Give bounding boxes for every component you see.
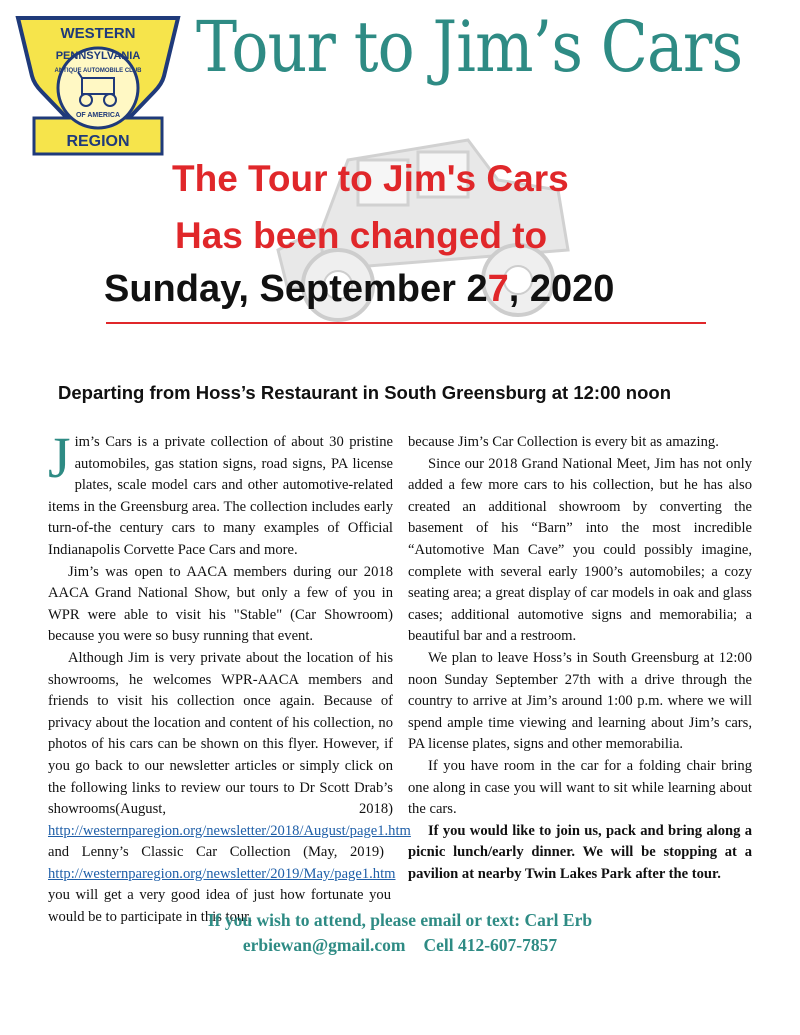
aaca-paragraph: Jim’s was open to AACA members during our 2018 AACA Grand National Show, but only a few of you in WPR were able to visit his "Stable" (Car Showroom) because you were so busy running that event.: [48, 563, 393, 645]
contact-phone: Cell 412-607-7857: [423, 935, 558, 955]
showroom-paragraph: Since our 2018 Grand National Meet, Jim has not only added a few more cars to his collection, but he has also created an additional showroom by converting the basement of his “Barn” into the most incredible “Automotive Man Cave” you could possibly imagine, complete with several early 1900’s automobiles; a cozy seating area; a great display of car models in oak and glass cases; additional automotive signs and memorabilia; a beautiful bar and a restroom.: [408, 455, 752, 645]
intro-paragraph: [48, 425, 393, 562]
date-prefix: Sunday, September 2: [104, 268, 488, 310]
newsletter-2019-link[interactable]: http://westernparegion.org/newsletter/2019/May/page1.htm: [48, 865, 396, 882]
change-notice: [172, 150, 569, 264]
contact-details: [0, 935, 800, 956]
change-notice-line1: The Tour to Jim's Cars: [172, 158, 569, 199]
dropcap: J: [48, 425, 71, 490]
contact-line: If you wish to attend, please email or text: Carl Erb: [207, 910, 593, 930]
chair-paragraph: If you have room in the car for a folding chair bring one along in case you will want to sit while learning about the cars.: [408, 757, 752, 818]
date-highlight: 7: [487, 268, 509, 310]
logo-ring-text: PENNSYLVANIA: [55, 50, 141, 62]
intro-text: im’s Cars is a private collection of about 30 pristine automobiles, gas station signs, road signs, PA license plates, scale model cars and other automotive-related items in the Greensburg area. The collection includes early turn-of-the century cars to many examples of Official Indianapolis Corvette Pace Cars and more.: [48, 434, 393, 558]
logo-inner-top: ANTIQUE AUTOMOBILE CLUB: [54, 68, 142, 74]
page-title: Tour to Jim’s Cars: [196, 6, 743, 88]
privacy-text-b: and Lenny’s Classic Car Collection (May, 2019): [48, 844, 385, 861]
wpr-aaca-logo: [14, 14, 182, 164]
date-suffix: , 2020: [508, 268, 615, 310]
logo-bottom-text: REGION: [66, 133, 130, 150]
new-date: [104, 268, 614, 311]
departure-line: Departing from Hoss’s Restaurant in South Greensburg at 12:00 noon: [58, 382, 671, 403]
red-divider: [106, 322, 706, 324]
schedule-paragraph: We plan to leave Hoss’s in South Greensburg at 12:00 noon Sunday September 27th with a drive through the country to arrive at Jim’s around 1:00 p.m. where we will spend ample time viewing and learning about Jim’s cars, PA license plates, signs and other memorabilia.: [408, 649, 752, 753]
picnic-paragraph: If you would like to join us, pack and bring along a picnic lunch/early dinner. We will be stopping at a pavilion at nearby Twin Lakes Park after the tour.: [408, 822, 752, 882]
contact-email[interactable]: erbiewan@gmail.com: [242, 935, 406, 955]
continuation-paragraph: because Jim’s Car Collection is every bit as amazing.: [408, 434, 719, 450]
logo-top-text: WESTERN: [60, 25, 136, 42]
change-notice-line2: Has been changed to: [175, 215, 548, 256]
body-right-column: [408, 432, 752, 885]
logo-inner-bottom: OF AMERICA: [75, 112, 121, 119]
privacy-text-a: Although Jim is very private about the location of his showrooms, he welcomes WPR-AACA members and friends to visit his collection once again. Because of privacy about the location and content of his collection, no photos of his cars can be shown on this flyer. However, if you go back to our newsletter articles or simply click on the following links to review our tours to Dr Scott Drab’s showrooms(August, 2018): [48, 649, 393, 818]
newsletter-2018-link[interactable]: http://westernparegion.org/newsletter/2018/August/page1.htm: [48, 822, 411, 839]
privacy-text-c: you will get a very good idea of just how fortunate you would be to participate in this tour,: [48, 887, 392, 926]
